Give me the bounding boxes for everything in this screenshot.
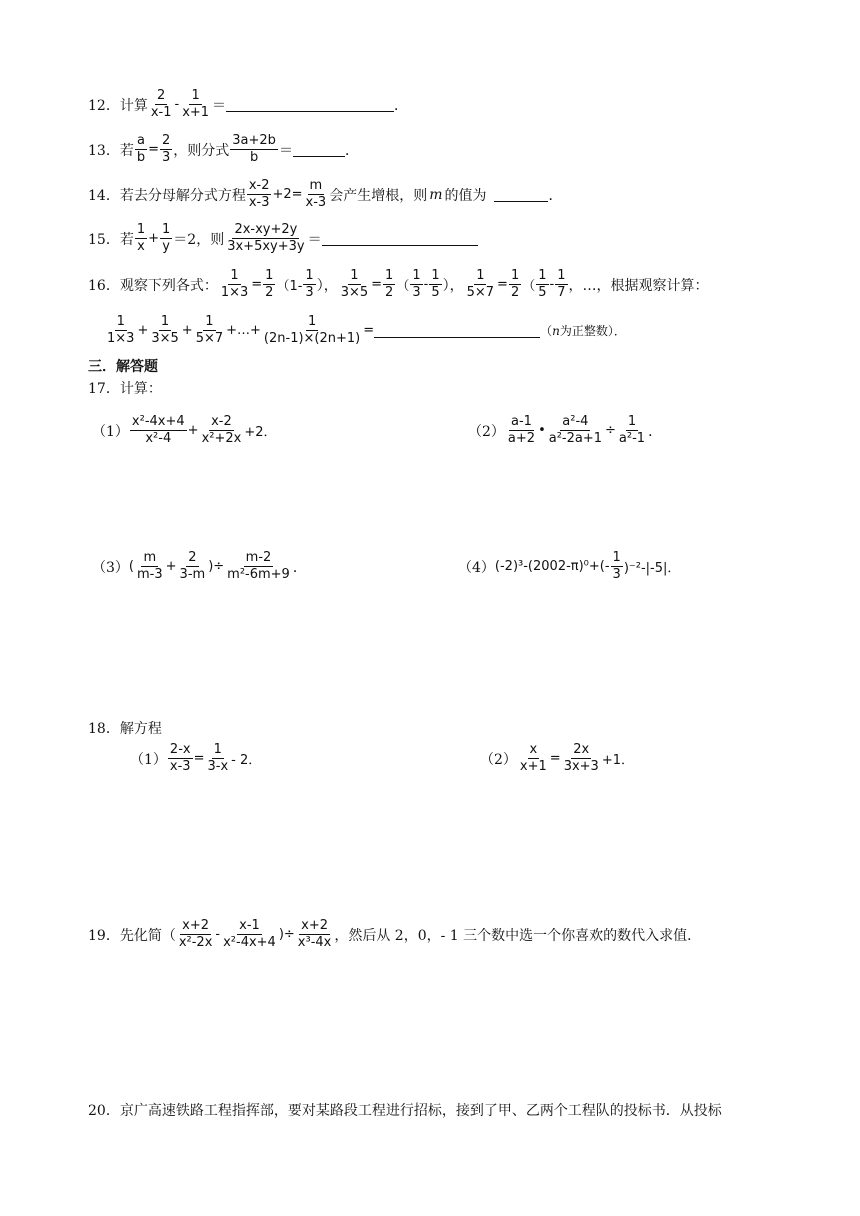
fraction: $\frac{1}{2}$ — [265, 268, 274, 300]
fraction: $\frac{x}{x+1}$ — [519, 742, 547, 774]
fraction: $\frac{x-2}{\text{x²+2x}}$ — [201, 414, 242, 446]
fraction: $\frac{1}{2}$ — [385, 268, 394, 300]
fraction: $\frac{1}{\text{a²-1}}$ — [618, 414, 646, 446]
fraction: $\frac{2x-xy+2y}{3x+5xy+3y}$ — [227, 222, 305, 254]
answer-blank[interactable] — [494, 187, 548, 202]
question-17-1: （1） $\frac{\text{x²-4x+4}}{\text{x²-4}}$ + $\frac{x-2}{\text{x²+2x}}$ +2． — [92, 414, 277, 446]
fraction: $\frac{1}{1\times 3}$ — [107, 314, 135, 346]
fraction: $\frac{a-1}{a+2}$ — [507, 414, 536, 446]
fraction: $\frac{m}{x-3}$ — [305, 178, 327, 210]
fraction: $\frac{1}{3}$ — [612, 550, 621, 582]
fraction: $\frac{\text{a²-4}}{\text{a²-2a+1}}$ — [548, 414, 603, 446]
fraction: $\frac{x-2}{x-3}$ — [248, 178, 270, 210]
question-18-label: 18．解方程 — [88, 721, 162, 737]
question-17-3: （3） ( $\frac{m}{m-3}$ + $\frac{2}{3-m}$ )÷ $\frac{m-2}{\text{m²-6m+9}}$ ． — [92, 550, 307, 582]
fraction: $\frac{1}{3}$ — [412, 268, 421, 300]
answer-blank[interactable] — [226, 97, 394, 112]
question-14: 14．若去分母解分式方程 $\frac{x-2}{x-3}$ +2= $\frac{m}{x-3}$ 会产生增根，则 m 的值为 ． — [88, 178, 563, 210]
question-17-4: （4） (-2)³-(2002-π)⁰+(- $\frac{1}{3}$ )⁻²-|-5|． — [458, 550, 681, 582]
fraction: $\frac{1}{5\times 7}$ — [195, 314, 224, 346]
question-15: 15．若 $\frac{1}{x}$ + $\frac{1}{y}$ ＝2，则 $\frac{2x-xy+2y}{3x+5xy+3y}$ ＝ — [88, 222, 478, 255]
question-16-sum: $\frac{1}{1\times 3}$ + $\frac{1}{3\times 5}$ + $\frac{1}{5\times 7}$ +…+ $\frac{1}{(2n-1)\times(2n+1)}$ = （ n 为正整数）． — [107, 314, 626, 346]
question-13: 13．若 $\frac{a}{b}$ = $\frac{2}{3}$ ，则分式 $\frac{3a+2b}{b}$ ＝ ． — [88, 133, 359, 165]
fraction: $\frac{x+2}{\text{x²-2x}}$ — [178, 918, 213, 950]
q12-label: 12．计算 — [88, 97, 148, 114]
q15-label: 15．若 — [88, 231, 134, 248]
fraction: $\frac{1}{5\times 7}$ — [466, 268, 495, 300]
answer-blank[interactable] — [322, 231, 478, 246]
fraction: $\frac{x+2}{\text{x³-4x}}$ — [297, 918, 332, 950]
fraction: $\frac{2-x}{x-3}$ — [169, 742, 191, 774]
fraction: $\frac{1}{(2n-1)\times(2n+1)}$ — [263, 314, 361, 346]
fraction: $\frac{a}{b}$ — [136, 133, 146, 165]
fraction: $\frac{\text{x²-4x+4}}{\text{x²-4}}$ — [131, 414, 185, 446]
question-17-2: （2） $\frac{a-1}{a+2}$ • $\frac{\text{a²-4}}{\text{a²-2a+1}}$ ÷ $\frac{1}{\text{a²-1}}$ ． — [468, 414, 663, 446]
question-20: 20．京广高速铁路工程指挥部，要对某路段工程进行招标，接到了甲、乙两个工程队的投标书．从投标 — [88, 1103, 722, 1119]
fraction: $\frac{1}{y}$ — [162, 222, 171, 254]
fraction: $\frac{x-1}{\text{x²-4x+4}}$ — [223, 918, 276, 950]
question-17-label: 17．计算： — [88, 381, 162, 397]
q16-label: 16．观察下列各式： — [88, 277, 218, 294]
fraction: $\frac{1}{3-x}$ — [207, 742, 229, 774]
answer-blank[interactable] — [374, 323, 540, 338]
question-18-2: （2） $\frac{x}{x+1}$ = $\frac{2x}{3x+3}$ +1． — [480, 742, 634, 774]
answer-blank[interactable] — [293, 142, 345, 157]
fraction: $\frac{1}{5}$ — [538, 268, 547, 300]
fraction: $\frac{1}{3\times 5}$ — [340, 268, 369, 300]
question-12: 12．计算 $\frac{2}{x-1}$ - $\frac{1}{x+1}$ ＝ ． — [88, 88, 409, 120]
fraction: $\frac{1}{2}$ — [510, 268, 520, 300]
fraction: $\frac{2x}{3x+3}$ — [563, 742, 599, 774]
fraction: $\frac{m}{m-3}$ — [137, 550, 163, 582]
fraction: $\frac{1}{5}$ — [431, 268, 440, 300]
question-18-1: （1） $\frac{2-x}{x-3}$ = $\frac{1}{3-x}$ - 2． — [130, 742, 262, 774]
fraction: $\frac{2}{3}$ — [162, 133, 171, 165]
fraction: $\frac{m-2}{\text{m²-6m+9}}$ — [227, 550, 290, 582]
fraction: $\frac{1}{3}$ — [305, 268, 314, 300]
fraction: $\frac{2}{x-1}$ — [150, 88, 172, 120]
fraction: $\frac{2}{3-m}$ — [179, 550, 206, 582]
q14-label: 14．若去分母解分式方程 — [88, 187, 246, 204]
fraction: $\frac{1}{3\times 5}$ — [151, 314, 179, 346]
question-16: 16．观察下列各式： $\frac{1}{1\times 3}$ = $\frac{1}{2}$ （1- $\frac{1}{3}$ ）， $\frac{1}{3\times 5}$ = $\frac{1}{2}$ （ $\frac{1}{3}$ - $\frac{1}{5}$ ）， $\frac{1}{5\times 7}$ = $\frac{1}{2}$ （ $\frac{1}{5}$ - $\frac{1}{7}$ ，…，根据观察计算： — [88, 268, 709, 300]
section-title: 三．解答题 — [88, 359, 158, 375]
fraction: $\frac{1}{7}$ — [557, 268, 566, 300]
question-19: 19．先化简（ $\frac{x+2}{\text{x²-2x}}$ - $\frac{x-1}{\text{x²-4x+4}}$ )÷ $\frac{x+2}{\text{x³-4x}}$ ，然后从 2，0，- 1 三个数中选一个你喜欢的数代入求值． — [88, 918, 702, 950]
fraction: $\frac{1}{x+1}$ — [182, 88, 210, 120]
q13-label: 13．若 — [88, 142, 134, 159]
fraction: $\frac{3a+2b}{b}$ — [232, 133, 276, 165]
fraction: $\frac{1}{1\times 3}$ — [220, 268, 249, 300]
fraction: $\frac{1}{x}$ — [136, 222, 146, 254]
